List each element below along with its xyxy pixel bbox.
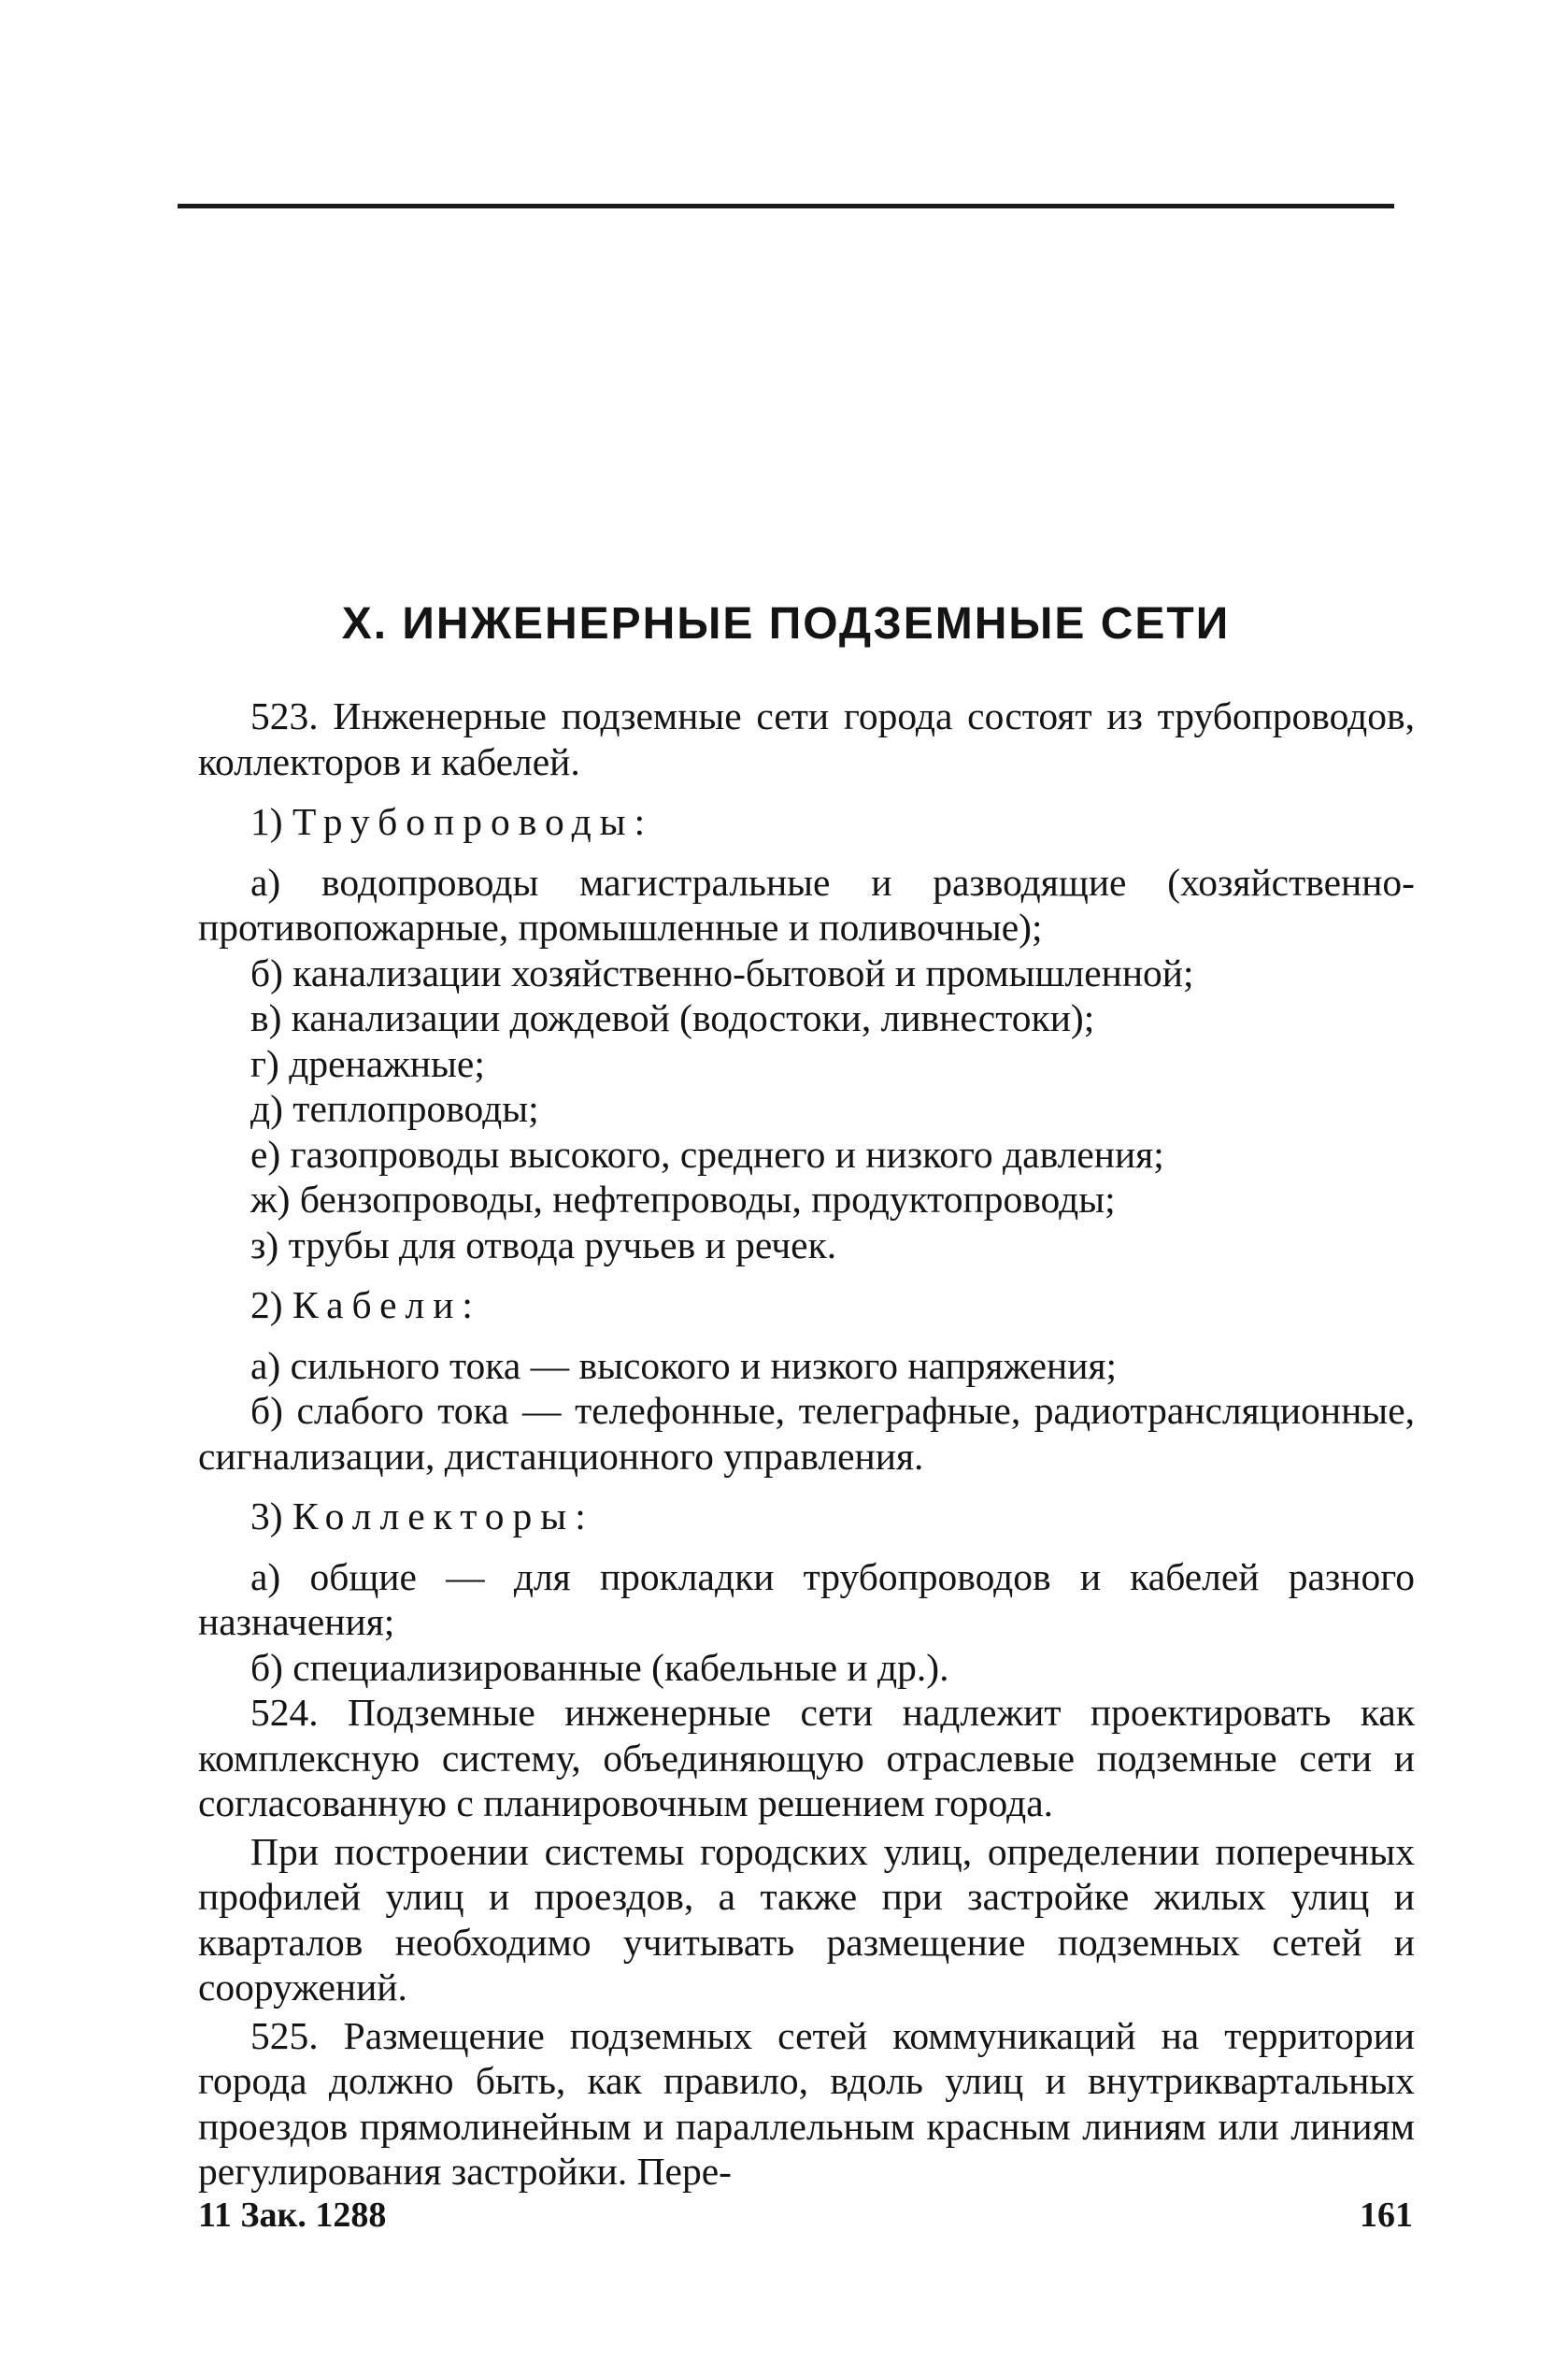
page-number: 161 <box>1360 2195 1413 2235</box>
list-item: д) теплопроводы; <box>250 1087 539 1130</box>
group-heading-cables <box>198 1282 1415 1328</box>
list-item: г) дренажные; <box>250 1041 485 1085</box>
list-item: з) трубы для отвода ручьев и речек. <box>250 1223 837 1266</box>
list-item: ж) бензопроводы, нефтепроводы, продуктопроводы; <box>250 1178 1116 1221</box>
list-item: е) газопроводы высокого, среднего и низкого давления; <box>250 1132 1164 1176</box>
group-heading-pipelines <box>198 799 1415 845</box>
list-item: а) водопроводы магистральные и разводящие (хозяйственно-противопожарные, промышленные и поливочные); <box>198 860 1415 949</box>
group-heading-number: 1) <box>250 800 283 843</box>
paragraph-525: 525. Размещение подземных сетей коммуникаций на территории города должно быть, как правило, вдоль улиц и внутриквартальных проездов прямолинейным и параллельным красным линиям или линиям регулирования застройки. Пере- <box>198 2013 1415 2193</box>
list-item: а) сильного тока — высокого и низкого напряжения; <box>250 1343 1118 1387</box>
footer-order-number: 11 Зак. 1288 <box>198 2195 387 2235</box>
group-heading-collectors <box>198 1494 1415 1539</box>
top-rule <box>178 204 1394 208</box>
list-item: а) общие — для прокладки трубопроводов и кабелей разного назначения; <box>198 1554 1415 1643</box>
list-item: б) специализированные (кабельные и др.). <box>250 1645 949 1689</box>
page-body <box>198 694 1415 2195</box>
list-item: б) канализации хозяйственно-бытовой и промышленной; <box>250 951 1194 994</box>
section-title: X. ИНЖЕНЕРНЫЕ ПОДЗЕМНЫЕ СЕТИ <box>341 599 1231 649</box>
group-heading-word: Трубопроводы: <box>292 800 654 843</box>
paragraph-523: 523. Инженерные подземные сети города состоят из трубопроводов, коллекторов и кабелей. <box>198 694 1415 783</box>
group-heading-number: 2) <box>250 1283 283 1326</box>
group-heading-number: 3) <box>250 1494 283 1537</box>
group-heading-word: Коллекторы: <box>292 1494 594 1537</box>
list-item: б) слабого тока — телефонные, телеграфные, радиотрансляционные, сигнализации, дистанционного управления. <box>198 1389 1415 1478</box>
group-heading-word: Кабели: <box>292 1283 481 1326</box>
paragraph-524-cont: При построении системы городских улиц, определении поперечных профилей улиц и проездов, а также при застройке жилых улиц и кварталов необходимо учитывать размещение подземных сетей и сооружений. <box>198 1829 1415 2009</box>
paragraph-524: 524. Подземные инженерные сети надлежит проектировать как комплексную систему, объединяющую отраслевые подземные сети и согласованную с планировочным решением города. <box>198 1691 1415 1824</box>
list-item: в) канализации дождевой (водостоки, ливнестоки); <box>250 996 1095 1039</box>
